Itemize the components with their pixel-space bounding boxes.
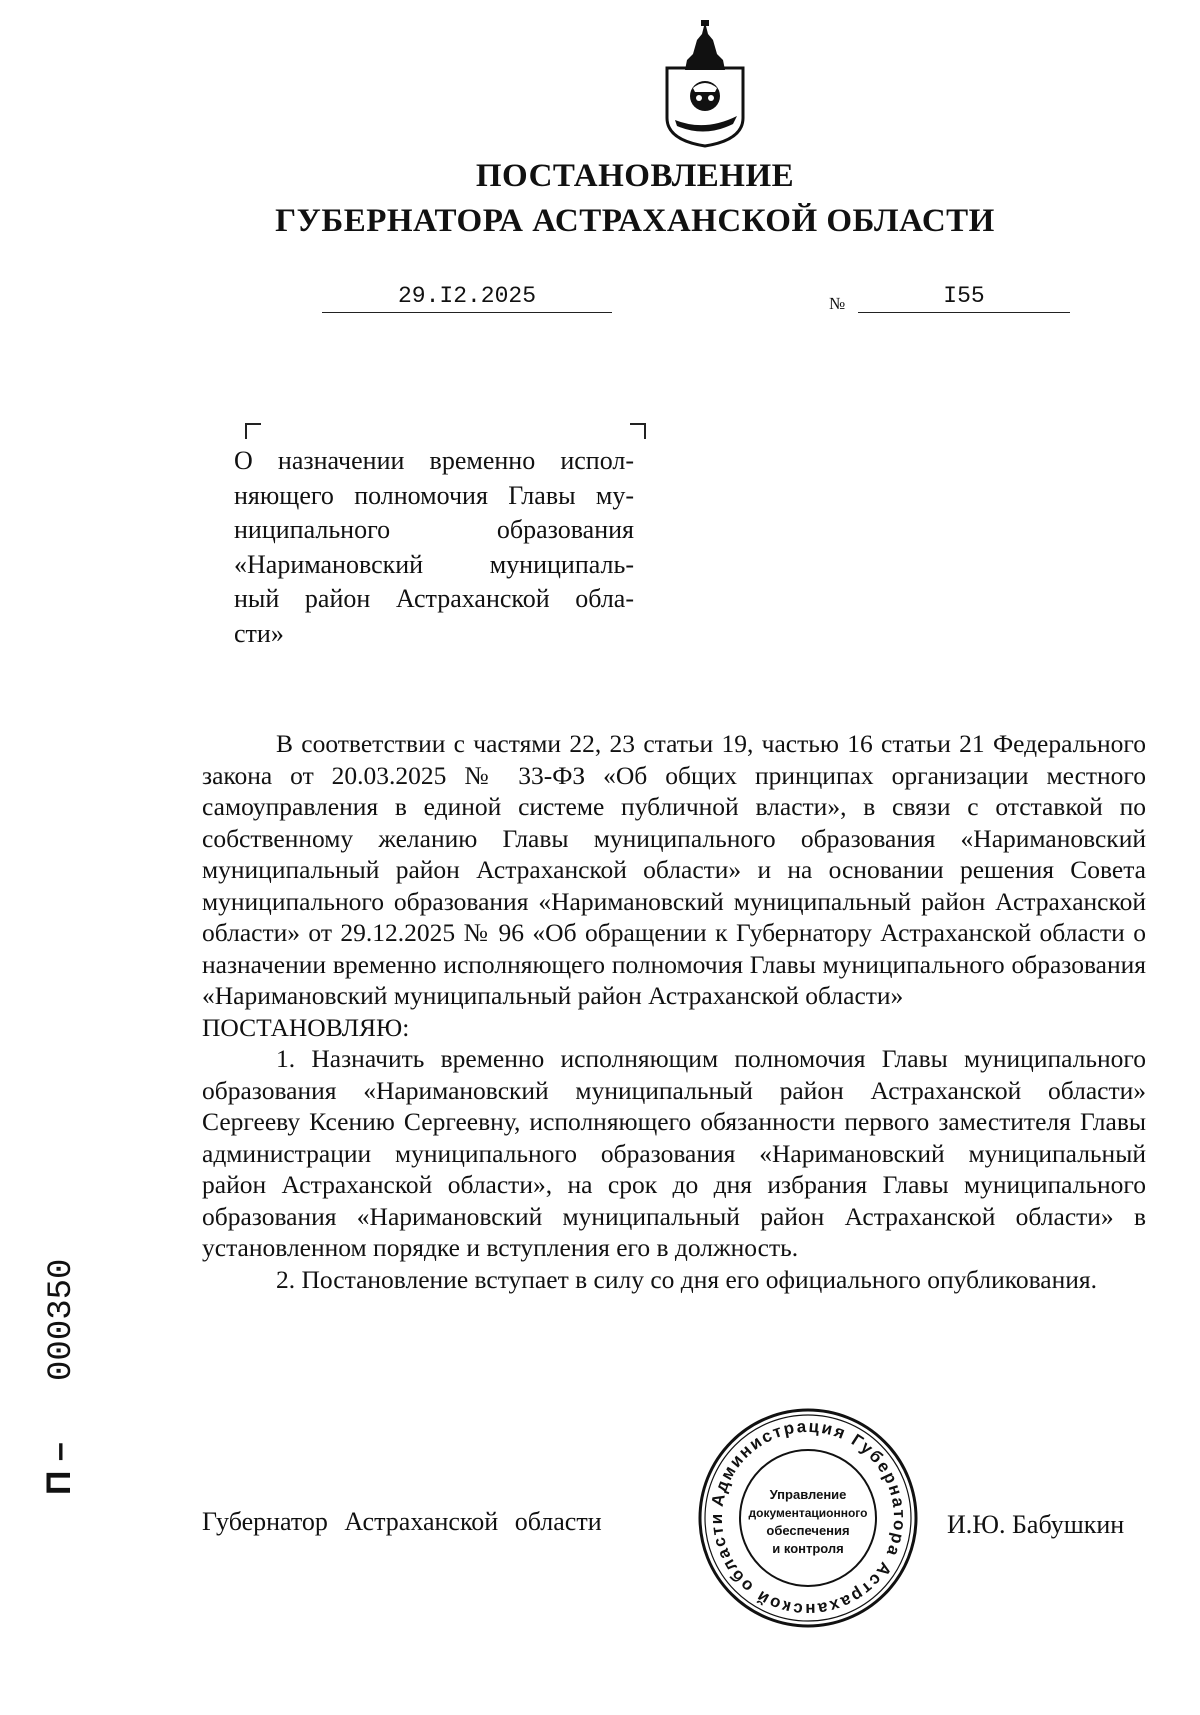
coat-of-arms-icon <box>655 20 755 148</box>
registration-number <box>40 1259 81 1495</box>
item-2-paragraph: 2. Постановление вступает в силу со дня его официального опубликования. <box>276 1264 1097 1294</box>
document-issuer: ГУБЕРНАТОРА АСТРАХАНСКОЙ ОБЛАСТИ <box>275 203 995 239</box>
subject-line: сти» <box>234 618 284 648</box>
item-1-paragraph: 1. Назначить временно исполняющим полномочия Главы муниципального образования «Наримановский муниципальный район Астраханской области» Сергееву Ксению Сергеевну, исполняющего обязанности первого заместителя Главы администрации муниципального образования «Наримановский муниципальный район Астраханской области», на срок до дня избрания Главы муниципального образования «Наримановский муниципальный район Астраханской области» в установленном порядке и вступления его в должность. <box>202 1044 1146 1262</box>
subject-line: ный район Астраханской обла- <box>234 584 634 613</box>
stamp-center-line: обеспечения <box>766 1523 850 1538</box>
decree-word: ПОСТАНОВЛЯЮ: <box>202 1012 410 1042</box>
stamp-center-line: Управление <box>769 1487 847 1502</box>
document-subject <box>234 444 634 651</box>
document-date: 29.I2.2025 <box>322 283 612 313</box>
subject-line: О назначении временно испол- <box>234 446 634 475</box>
preamble-paragraph: В соответствии с частями 22, 23 статьи 19, частью 16 статьи 21 Федерального закона от 20.03.2025 № 33-ФЗ «Об общих принципах организации местного самоуправления в единой системе публичной власти», в связи с отставкой по собственному желанию Главы муниципального образования «Наримановский муниципальный район Астраханской области» и на основании решения Совета муниципального образования «Наримановский муниципальный район Астраханской области» от 29.12.2025 № 96 «Об обращении к Губернатору Астраханской области о назначении временно исполняющего полномочия Главы муниципального образования «Наримановский муниципальный район Астраханской области» <box>202 729 1146 1010</box>
document-number: I55 <box>858 283 1070 313</box>
subject-bracket-right <box>630 423 646 439</box>
number-sign: № <box>829 294 846 313</box>
document-title: ПОСТАНОВЛЕНИЕ <box>475 158 795 194</box>
subject-line: «Наримановский муниципаль- <box>234 549 634 579</box>
document-body <box>202 728 1146 1295</box>
subject-line: няющего полномочия Главы му- <box>234 480 634 510</box>
registration-digits: 000350 <box>43 1258 81 1381</box>
signatory-name: И.Ю. Бабушкин <box>947 1510 1125 1539</box>
subject-line: ниципального образования <box>234 515 634 544</box>
stamp-ring-text: Администрация Губернатора Астраханской области <box>706 1416 910 1620</box>
subject-bracket-left <box>245 423 261 439</box>
stamp-center-line: документационного <box>748 1506 868 1520</box>
signatory-position: Губернатор Астраханской области <box>202 1507 602 1536</box>
official-seal-stamp <box>695 1405 921 1631</box>
stamp-center-line: и контроля <box>772 1541 844 1556</box>
registration-prefix: П – <box>40 1442 78 1495</box>
